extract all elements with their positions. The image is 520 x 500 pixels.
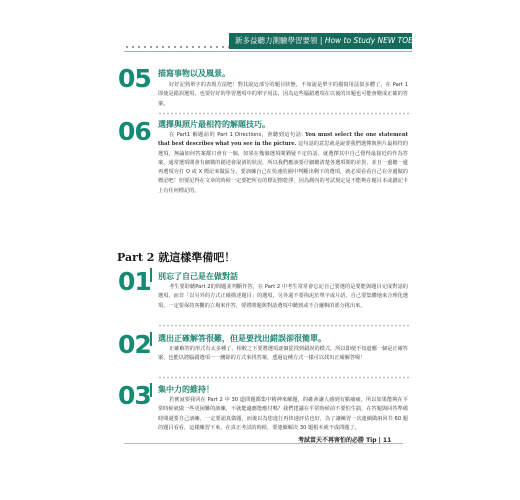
section-number: 06 bbox=[118, 117, 151, 146]
section-title: 描寫事物以及風景。 bbox=[158, 69, 230, 78]
section-body: 好好記熟單字的表現方法吧！對其說這部分的題目狀態，不如說是單字的描寫用法似多體了，在 Part 1 即使是錯誤選項，也要好好的學習選項中的單字用法，因為這些腦錯選項在以後的出題也可能會變成正確的答案。 bbox=[158, 82, 408, 107]
page-footer: 考試當天不再害怕的必勝 Tip | 11 bbox=[298, 437, 392, 444]
section-separator bbox=[158, 112, 410, 115]
section-body: 考生要聆聽Part 2的問題並判斷作答，在 Part 2 中考生常常會忘記自己要選的是要能與題目完成對話的選項，而非「以另外的方式正確描述題目」的選項，另外還不要拘泥於單字或片語，自己要集體地來合理化選項，一定要保持客觀的立場來作答，要將問題與對話選項中聽到或不合邏輯的部分挑出來。 bbox=[158, 284, 408, 309]
section-title: 集中力的維持！ bbox=[158, 385, 214, 394]
header-subtitle: How to Study NEW TOEIC LC bbox=[324, 36, 433, 45]
part-heading-label: Part 2 bbox=[117, 251, 155, 264]
section-body-rest: 這句話的意思就是說要我們選擇與照片最相符的選項，無論如何答案都只會有一個，如果在幾個選項間猶疑不定的話，就選擇其中自己覺得最接近的作為答案。通常選項間會有細微的描述會混淆的狀況，所以我們應該要仔細聽清楚各選項間的差異，並且一邊聽一邊再選項旁打 O 或 X 標記來做區分。要訓練自己在快速的圈中判斷出剩下的選項，就必須看看自己在旁邊做的標記吧！但要記得在文章的時候一定要把所有的標記擦乾淨，因為測內的考試規定是不能夠在題目本或劃記卡上有任何標記的。 bbox=[158, 141, 408, 194]
section-title: 選出正確解答很難，但是要找出錯誤卻很簡單。 bbox=[158, 334, 326, 343]
header-banner: 新多益聽力測驗學習要領 | How to Study NEW TOEIC LC bbox=[229, 33, 412, 49]
section-body-intro: 在 Part1 解題前的 Part 1 Directions，會聽到這句話: bbox=[169, 132, 304, 138]
section-separator bbox=[158, 376, 410, 379]
section-title: 別忘了自己是在做對話 bbox=[158, 272, 238, 281]
page-number: 11 bbox=[382, 437, 392, 444]
header-series-title: 新多益聽力測驗學習要領 bbox=[235, 36, 318, 45]
section-number: 03 bbox=[118, 381, 151, 410]
section-number: 01 bbox=[118, 267, 151, 296]
footer-running-title: 考試當天不再害怕的必勝 Tip bbox=[298, 437, 377, 444]
section-body: 若實說要我回在 Part 2 中 30 道問題都集中精神來解題，的確會讓人感到有點痛痛，所以如果能夠在平常時候就做一些更困難的訓練，不就能適應能應付嗎？我們建議在平常時候前不要怕生搞，在答題與回答準備時間還要自己訓練，一定要認真做題，而後以為您進行再快速評估也好，為了讓練習一次連續做兩回共 60 題的題目看看，這樣練習下來，在真正考試的時候，要連續解決 30 題根本就不成問題了。 bbox=[158, 397, 408, 431]
section-body: 正確解答的形式有太多種了，相較之下要將選項逐個從找到錯誤的模式，所以即使不知道哪一個是正確答案，也能以將腦錯選項一一刪除的方式來找答案，透過這種方式一樣可以找出正確解答喔！ bbox=[158, 346, 408, 362]
header-rule bbox=[124, 51, 412, 52]
section-title: 選擇與照片最相符的解題技巧。 bbox=[158, 120, 270, 129]
part-heading-text: 就這樣準備吧！ bbox=[154, 251, 236, 264]
section-number: 02 bbox=[118, 330, 151, 359]
section-number: 05 bbox=[118, 64, 151, 93]
section-body bbox=[158, 131, 408, 196]
part-heading bbox=[117, 249, 235, 265]
section-body-english-quote: You must select the one statement that best describes what you see in the picture. bbox=[158, 132, 409, 148]
header-dot-pattern bbox=[124, 44, 229, 50]
section-separator bbox=[158, 324, 410, 327]
